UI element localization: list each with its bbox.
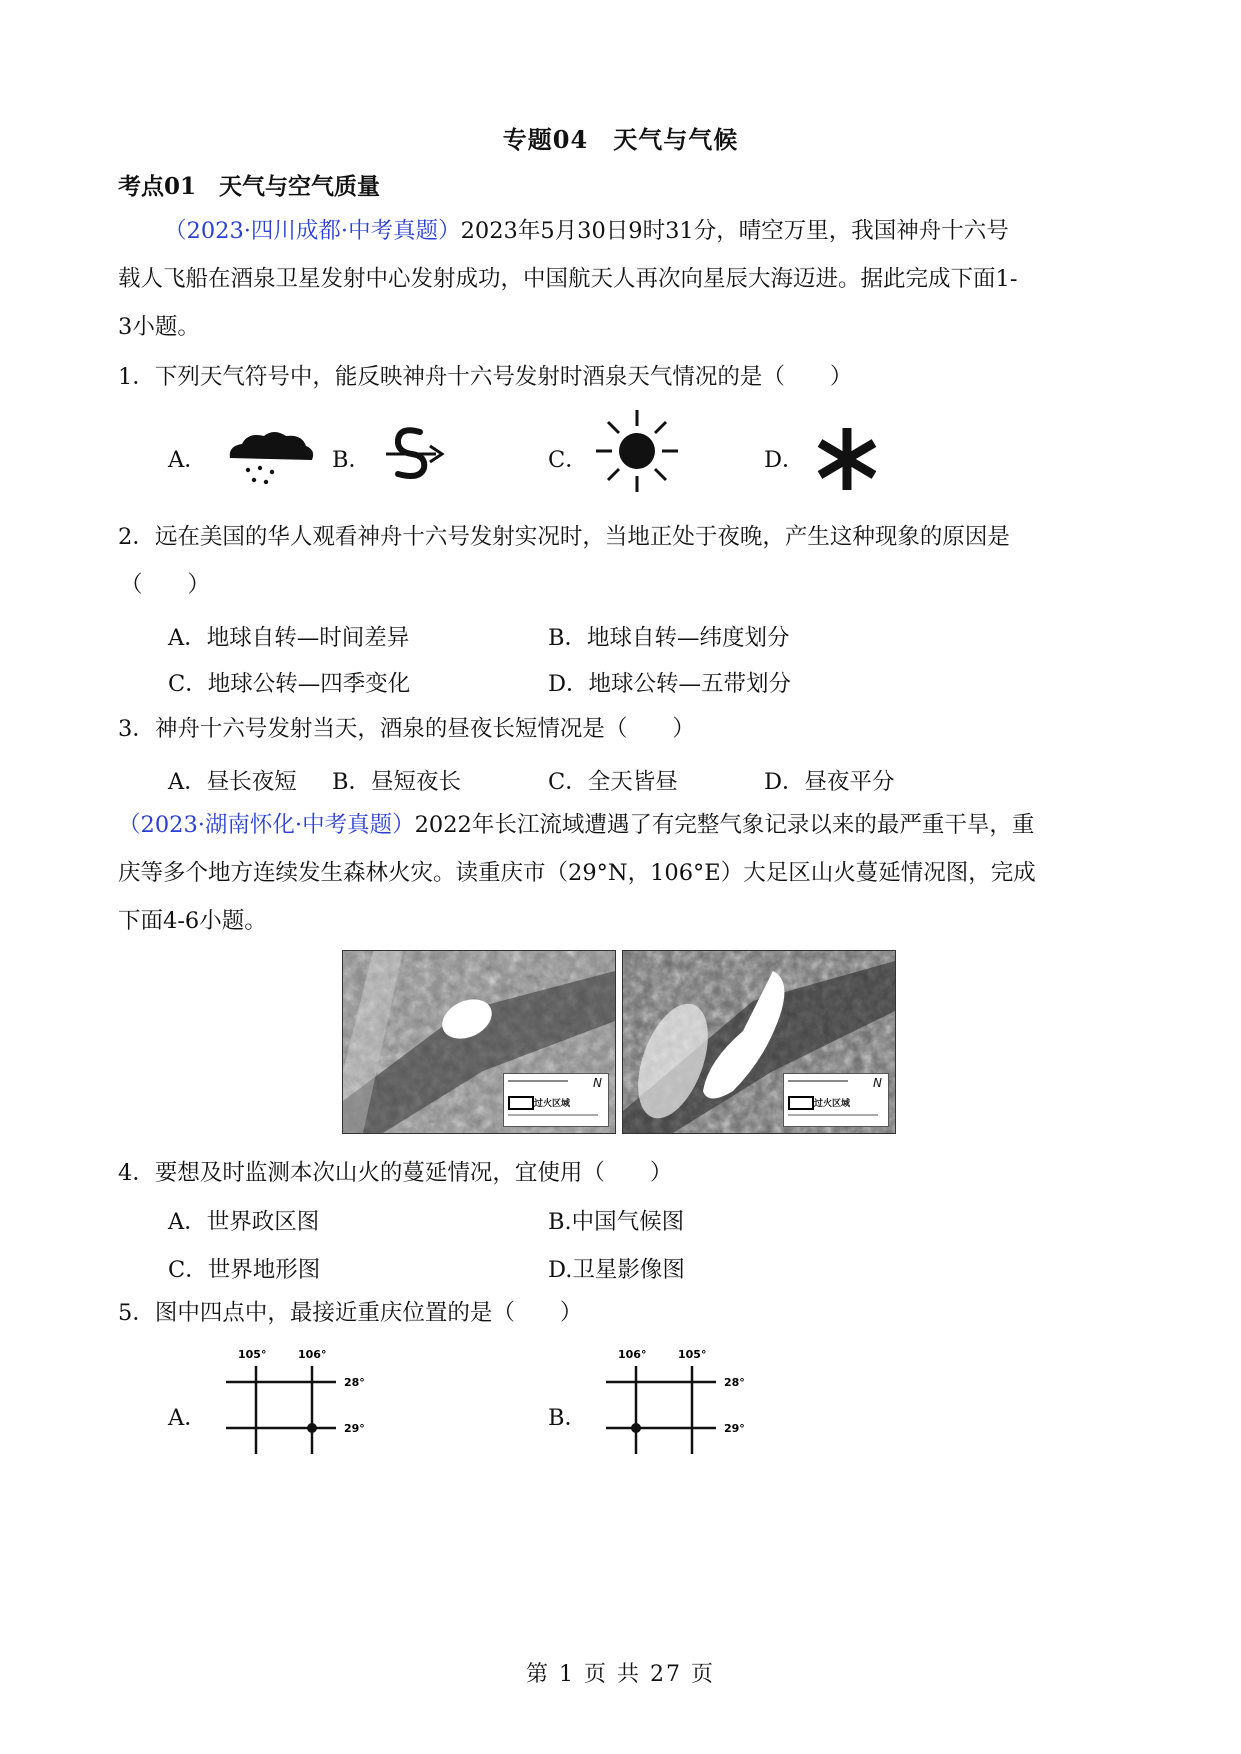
q3-option-d: D．昼夜平分: [764, 769, 895, 795]
grid-diagram-a: [224, 1344, 384, 1460]
intro1-source: （2023·四川成都·中考真题）: [164, 218, 461, 244]
satellite-image-after: [622, 950, 896, 1134]
page-title: 专题04 天气与气候: [502, 125, 739, 154]
q2-option-d: D．地球公转—五带划分: [548, 671, 792, 697]
sunny-icon: [594, 408, 680, 498]
grid-a-lon-right: 106°: [298, 1348, 327, 1361]
q4-option-a: A．世界政区图: [168, 1209, 320, 1235]
q2-option-a: A．地球自转—时间差异: [168, 625, 410, 651]
intro1-line2: 载人飞船在酒泉卫星发射中心发射成功，中国航天人再次向星辰大海迈进。据此完成下面1-: [118, 266, 1018, 292]
q1-option-a: A．: [168, 447, 207, 473]
q3-option-c: C．全天皆昼: [548, 769, 678, 795]
q4-stem: 4．要想及时监测本次山火的蔓延情况，宜使用（ ）: [118, 1160, 673, 1186]
intro2-line1: [118, 810, 1034, 840]
q4-option-b: B.中国气候图: [548, 1209, 685, 1235]
q4-option-c: C．世界地形图: [168, 1257, 321, 1283]
map-legend: N 过火区域: [503, 1073, 609, 1127]
satellite-image-before: [342, 950, 616, 1134]
grid-diagram-b: [604, 1344, 764, 1460]
q3-stem: 3．神舟十六号发射当天，酒泉的昼夜长短情况是（ ）: [118, 716, 695, 742]
grid-a-lon-left: 105°: [238, 1348, 267, 1361]
q1-option-b: B．: [332, 447, 372, 473]
grid-b-lon-right: 105°: [678, 1348, 707, 1361]
section-heading: 考点01 天气与空气质量: [118, 173, 381, 200]
snow-cloud-icon: [226, 428, 316, 494]
grid-b-lon-left: 106°: [618, 1348, 647, 1361]
q2-stem: 2．远在美国的华人观看神舟十六号发射实况时，当地正处于夜晚，产生这种现象的原因是: [118, 524, 1010, 550]
grid-b-lat-top: 28°: [724, 1376, 745, 1389]
q5-option-b: B．: [548, 1405, 588, 1431]
sandstorm-icon: [382, 422, 448, 488]
q1-stem: 1．下列天气符号中，能反映神舟十六号发射时酒泉天气情况的是（ ）: [118, 364, 853, 390]
q5-option-a: A．: [168, 1405, 207, 1431]
page-footer: 第 1 页 共 27 页: [526, 1662, 715, 1687]
grid-a-lat-bottom: 29°: [344, 1422, 365, 1435]
q2-paren: （ ）: [120, 572, 211, 598]
intro2-source: （2023·湖南怀化·中考真题）: [118, 812, 415, 838]
map-legend-2: N 过火区域: [783, 1073, 889, 1127]
q4-option-d: D.卫星影像图: [548, 1257, 685, 1283]
q3-option-b: B．昼短夜长: [332, 769, 462, 795]
intro1-line3: 3小题。: [118, 314, 200, 340]
intro2-line3: 下面4-6小题。: [118, 908, 267, 934]
intro2-line2: 庆等多个地方连续发生森林火灾。读重庆市（29°N，106°E）大足区山火蔓延情况图，完成: [118, 860, 1036, 886]
q1-option-d: D．: [764, 447, 805, 473]
grid-a-lat-top: 28°: [344, 1376, 365, 1389]
q3-option-a: A．昼长夜短: [168, 769, 297, 795]
intro2-text: 2022年长江流域遭遇了有完整气象记录以来的最严重干旱，重: [414, 812, 1035, 838]
grid-b-lat-bottom: 29°: [724, 1422, 745, 1435]
q5-stem: 5．图中四点中，最接近重庆位置的是（ ）: [118, 1300, 583, 1326]
q2-option-c: C．地球公转—四季变化: [168, 671, 411, 697]
q1-option-c: C．: [548, 447, 588, 473]
snowflake-icon: [812, 424, 882, 498]
intro1-text: 2023年5月30日9时31分，晴空万里，我国神舟十六号: [460, 218, 1009, 244]
q2-option-b: B．地球自转—纬度划分: [548, 625, 790, 651]
intro1-line1: [164, 216, 1009, 246]
